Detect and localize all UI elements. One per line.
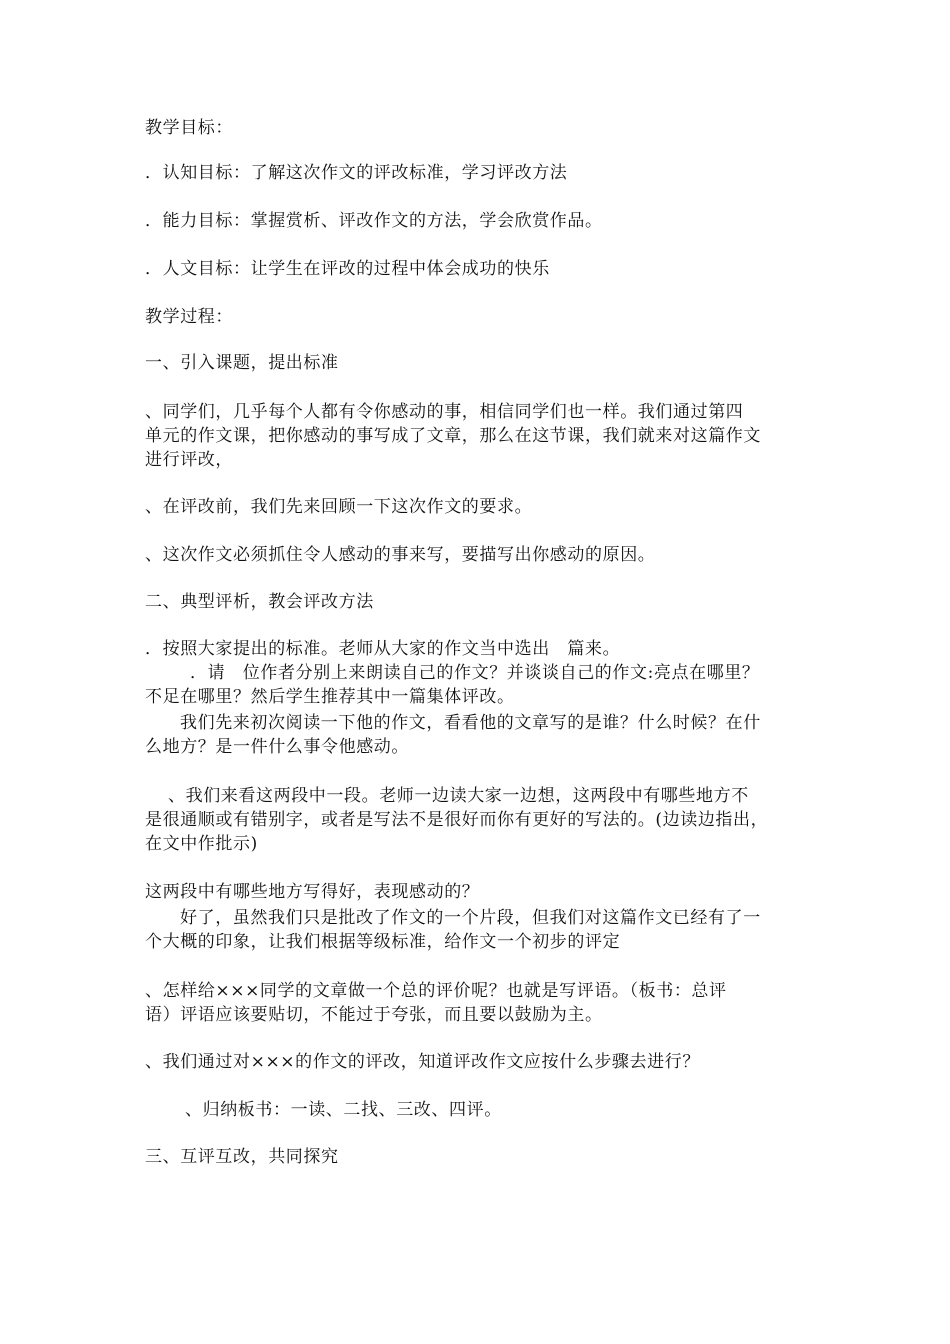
goal-humanity: ．人文目标：让学生在评改的过程中体会成功的快乐 <box>145 259 550 279</box>
s2-paragraph-4-line-1: 、我们来看这两段中一段。老师一边读大家一边想，这两段中有哪些地方不 <box>168 786 749 806</box>
goal-cognitive: ．认知目标：了解这次作文的评改标准，学习评改方法 <box>145 163 568 183</box>
s2-paragraph-3-line-2: 么地方？是一件什么事令他感动。 <box>145 737 409 757</box>
s2-paragraph-5: 这两段中有哪些地方写得好，表现感动的？ <box>145 882 480 902</box>
s1-paragraph-1-line-1: 、同学们，几乎每个人都有令你感动的事，相信同学们也一样。我们通过第四 <box>145 402 744 422</box>
goals-heading: 教学目标： <box>145 118 233 138</box>
process-heading: 教学过程： <box>145 307 233 327</box>
s2-paragraph-7-line-1: 、怎样给×××同学的文章做一个总的评价呢？也就是写评语。（板书：总评 <box>145 981 727 1001</box>
s1-paragraph-2: 、在评改前，我们先来回顾一下这次作文的要求。 <box>145 497 533 517</box>
s2-paragraph-4-line-3: 在文中作批示) <box>145 834 258 854</box>
s2-paragraph-4-line-2: 是很通顺或有错别字，或者是写法不是很好而你有更好的写法的。(边读边指出， <box>145 810 769 830</box>
s1-paragraph-1-line-2: 单元的作文课，把你感动的事写成了文章，那么在这节课，我们就来对这篇作文 <box>145 426 761 446</box>
s2-paragraph-1: ．按照大家提出的标准。老师从大家的作文当中选出 篇来。 <box>145 639 621 659</box>
s1-paragraph-3: 、这次作文必须抓住令人感动的事来写，要描写出你感动的原因。 <box>145 545 656 565</box>
s1-paragraph-1-line-3: 进行评改， <box>145 450 233 470</box>
s2-paragraph-6-line-1: 好了，虽然我们只是批改了作文的一个片段，但我们对这篇作文已经有了一 <box>180 908 761 928</box>
s2-paragraph-7-line-2: 语）评语应该要贴切，不能过于夸张，而且要以鼓励为主。 <box>145 1005 603 1025</box>
goal-ability: ．能力目标：掌握赏析、评改作文的方法，学会欣赏作品。 <box>145 211 603 231</box>
s2-paragraph-3-line-1: 我们先来初次阅读一下他的作文，看看他的文章写的是谁？什么时候？在什 <box>180 713 761 733</box>
section-3-heading: 三、互评互改，共同探究 <box>145 1147 339 1167</box>
s2-paragraph-2-line-2: 不足在哪里？然后学生推荐其中一篇集体评改。 <box>145 687 515 707</box>
s2-paragraph-9: 、归纳板书：一读、二找、三改、四评。 <box>185 1100 502 1120</box>
section-1-heading: 一、引入课题，提出标准 <box>145 353 339 373</box>
s2-paragraph-8: 、我们通过对×××的作文的评改，知道评改作文应按什么步骤去进行？ <box>145 1052 700 1072</box>
section-2-heading: 二、典型评析，教会评改方法 <box>145 592 374 612</box>
s2-paragraph-2-line-1: ．请 位作者分别上来朗读自己的作文？并谈谈自己的作文:亮点在哪里？ <box>190 663 760 683</box>
s2-paragraph-6-line-2: 个大概的印象，让我们根据等级标准，给作文一个初步的评定 <box>145 932 621 952</box>
